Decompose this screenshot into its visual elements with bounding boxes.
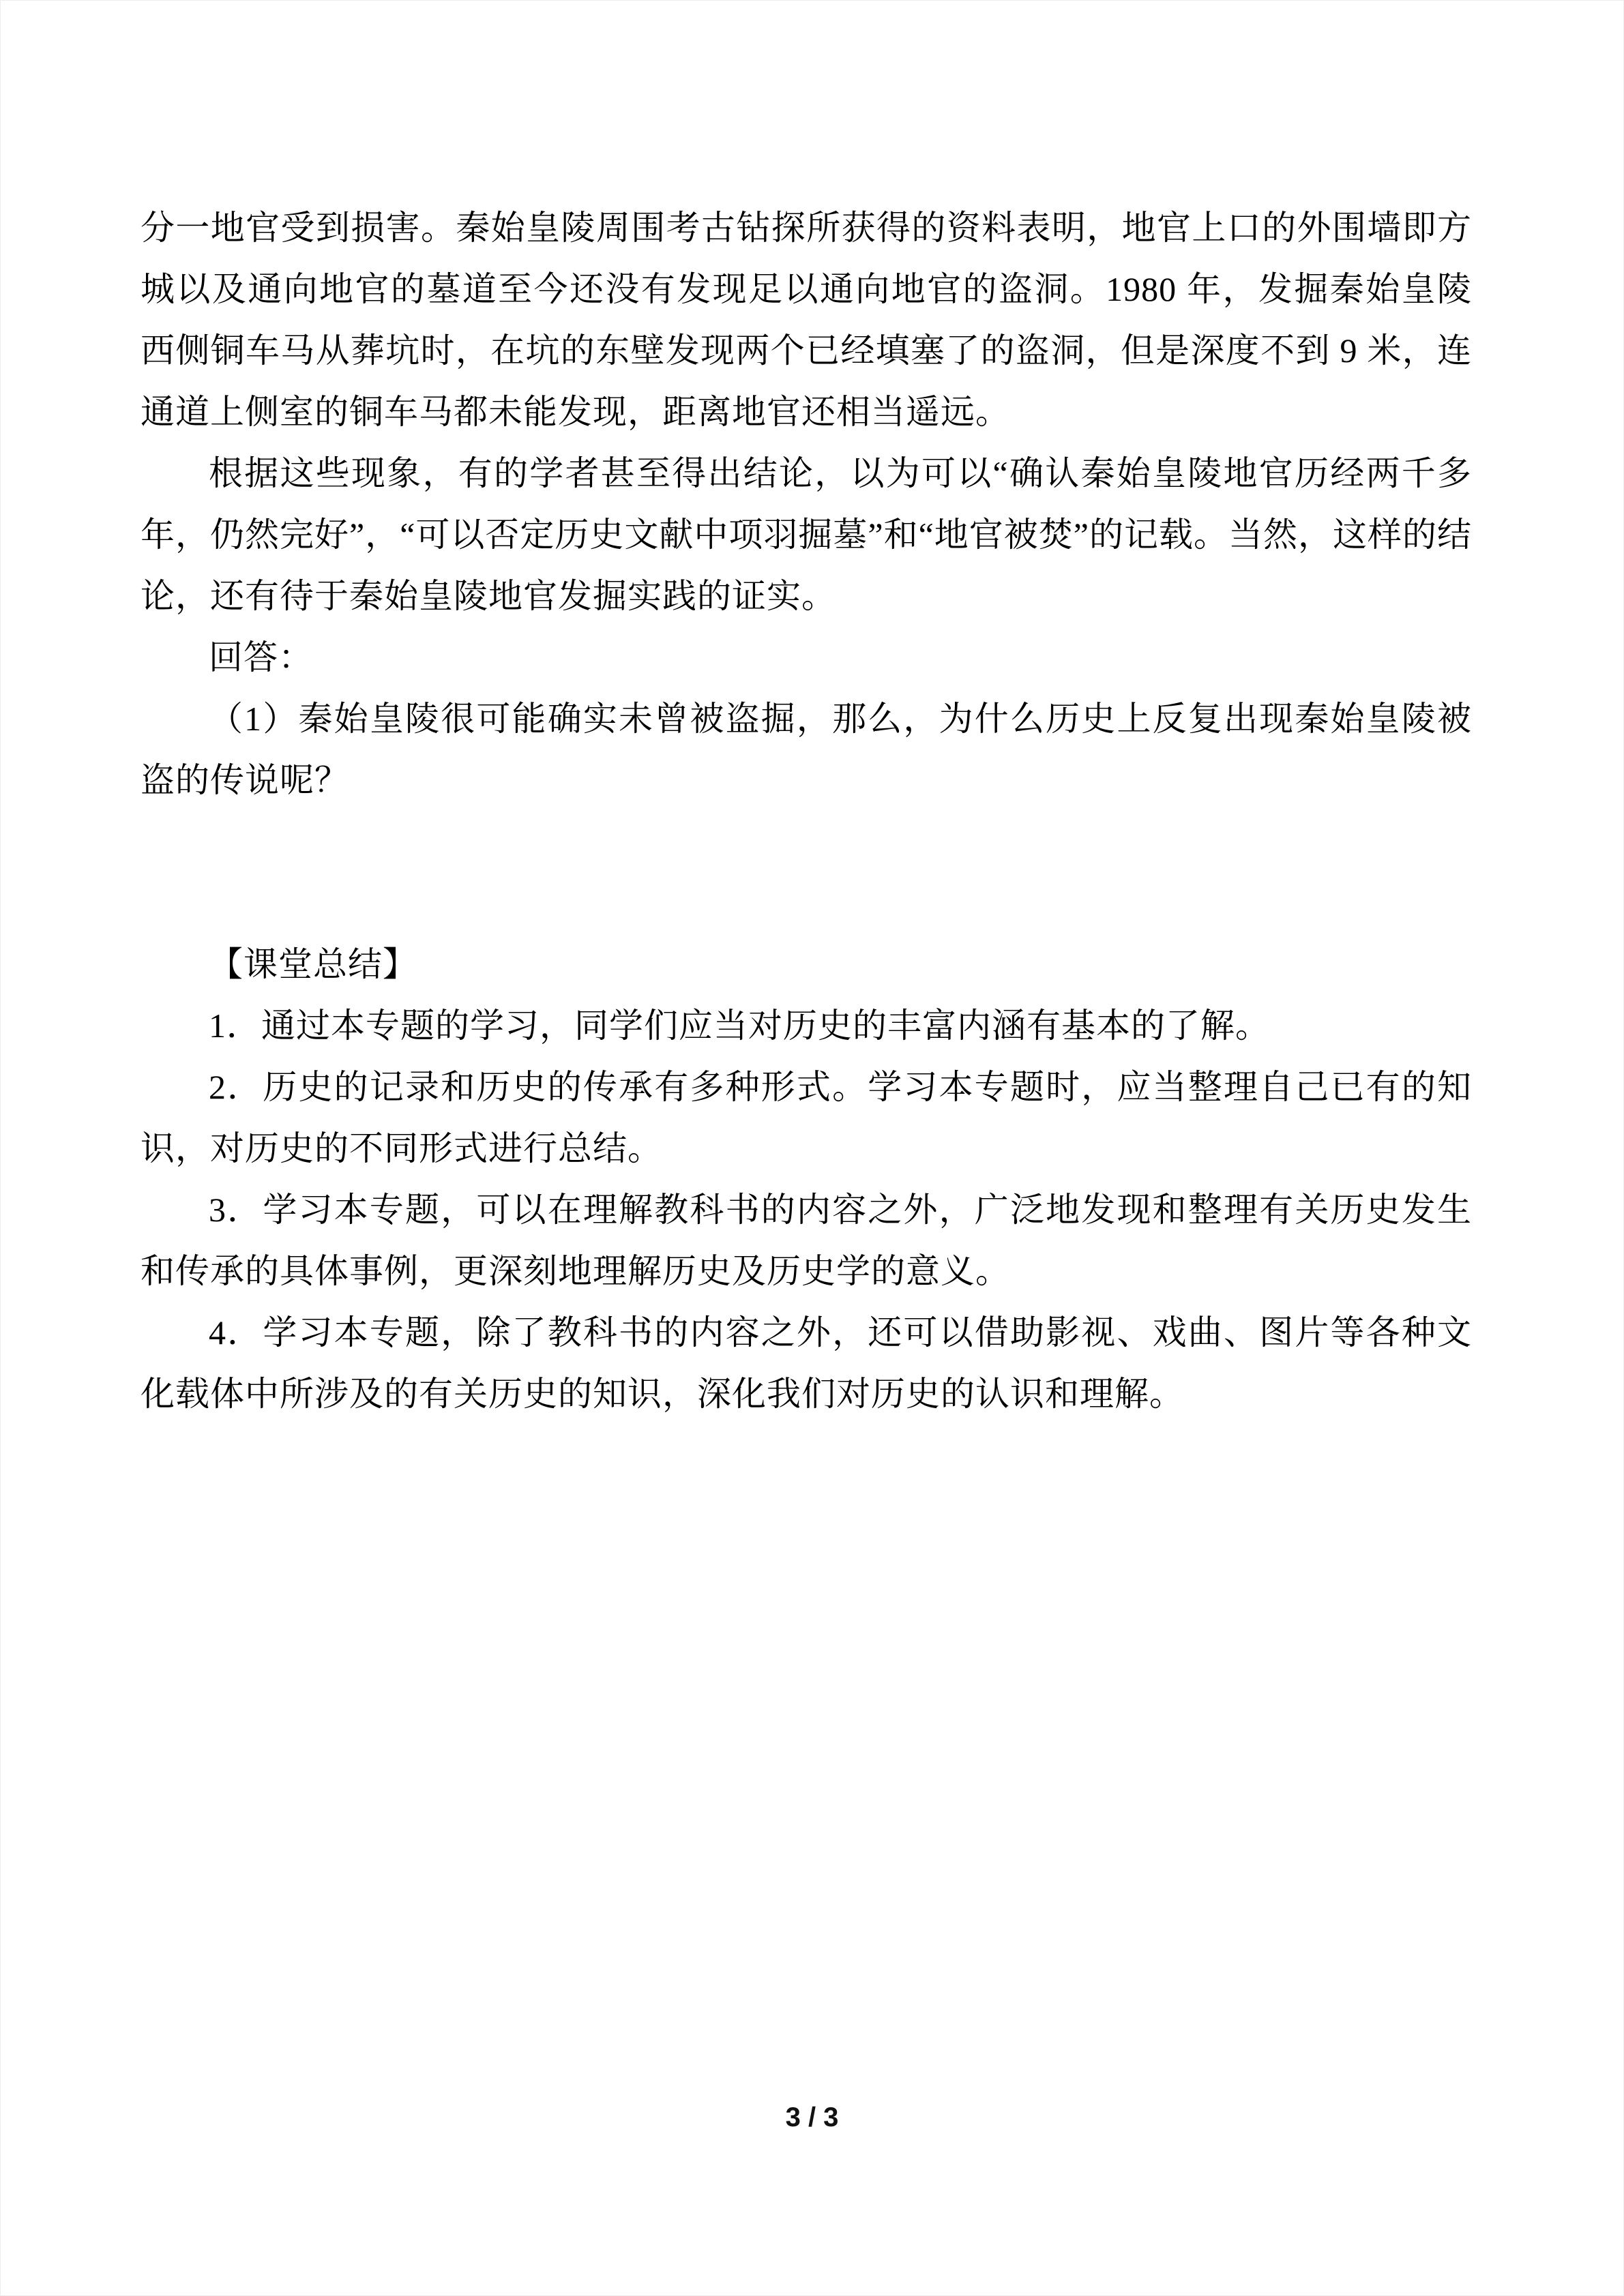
paragraph: 2．历史的记录和历史的传承有多种形式。学习本专题时，应当整理自己已有的知识，对历史的不同形式进行总结。 <box>141 1068 1472 1167</box>
document-body <box>141 197 1472 1425</box>
paragraph: 分一地官受到损害。秦始皇陵周围考古钻探所获得的资料表明，地官上口的外围墙即方城以及通向地官的墓道至今还没有发现足以通向地官的盗洞。1980 年，发掘秦始皇陵西侧铜车马从葬坑时，在坑的东壁发现两个已经填塞了的盗洞，但是深度不到 9 米，连通道上侧室的铜车马都未能发现，距离地官还相当遥远。 <box>141 209 1472 431</box>
blank-line <box>141 811 1472 872</box>
blank-line <box>141 872 1472 934</box>
section-heading: 【课堂总结】 <box>209 945 417 983</box>
paragraph: 根据这些现象，有的学者甚至得出结论，以为可以“确认秦始皇陵地官历经两千多年，仍然完好”，“可以否定历史文献中项羽掘墓”和“地官被焚”的记载。当然，这样的结论，还有待于秦始皇陵地官发掘实践的证实。 <box>141 454 1472 615</box>
page-number: 3 / 3 <box>785 2102 839 2132</box>
paragraph: 4．学习本专题，除了教科书的内容之外，还可以借助影视、戏曲、图片等各种文化载体中所涉及的有关历史的知识，深化我们对历史的认识和理解。 <box>141 1313 1472 1413</box>
paragraph: 3．学习本专题，可以在理解教科书的内容之外，广泛地发现和整理有关历史发生和传承的具体事例，更深刻地理解历史及历史学的意义。 <box>141 1191 1472 1290</box>
paragraph: （1）秦始皇陵很可能确实未曾被盗掘，那么，为什么历史上反复出现秦始皇陵被盗的传说呢？ <box>141 700 1472 799</box>
paragraph: 1．通过本专题的学习，同学们应当对历史的丰富内涵有基本的了解。 <box>209 1007 1270 1045</box>
paragraph: 回答： <box>209 638 313 676</box>
